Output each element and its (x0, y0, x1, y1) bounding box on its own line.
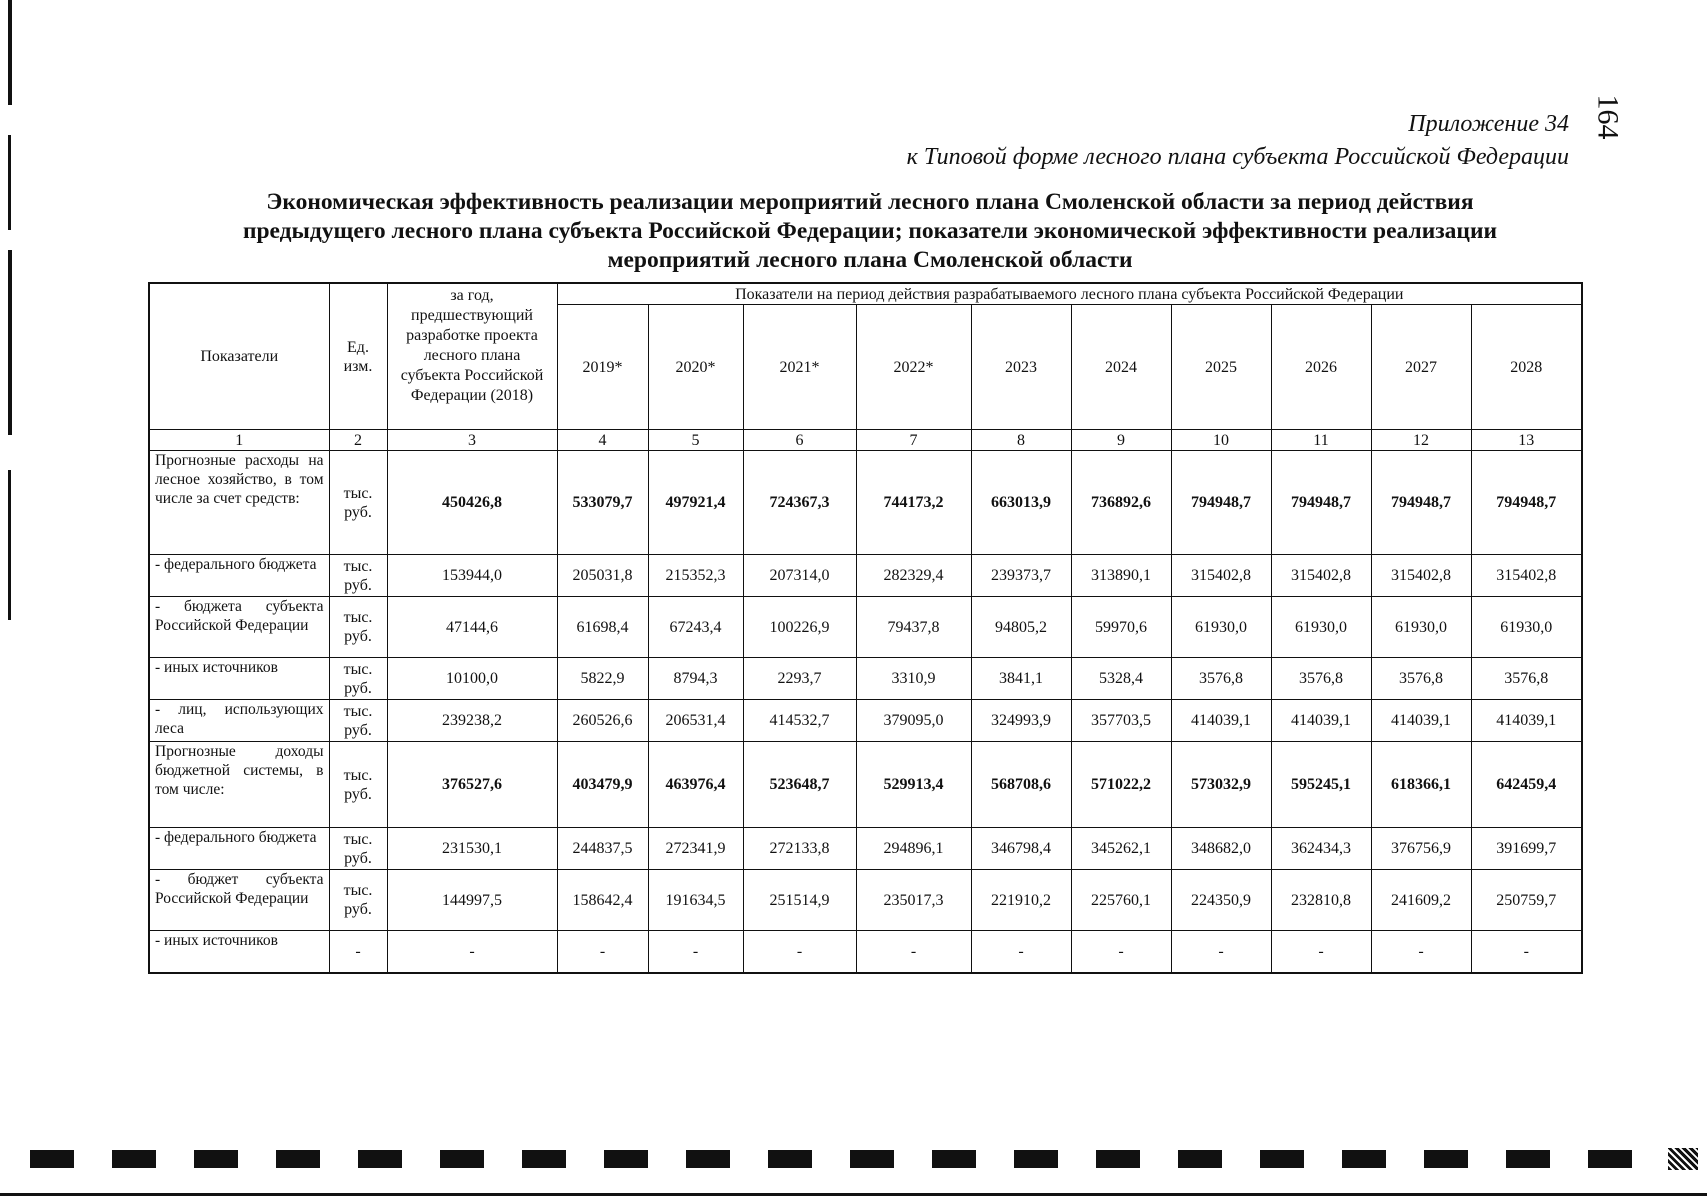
value-cell: 61698,4 (557, 597, 648, 658)
header-period-group: Показатели на период действия разрабатываемого лесного плана субъекта Российской Федерации (557, 283, 1582, 305)
column-number: 13 (1471, 430, 1582, 451)
scan-mark (30, 1150, 74, 1168)
value-cell: 414039,1 (1271, 700, 1371, 742)
column-number: 3 (387, 430, 557, 451)
value-cell: - (387, 931, 557, 973)
scan-mark (768, 1150, 812, 1168)
header-row-1 (149, 283, 1582, 305)
value-cell: 573032,9 (1171, 742, 1271, 828)
column-number: 8 (971, 430, 1071, 451)
value-cell: 794948,7 (1471, 451, 1582, 555)
column-number: 1 (149, 430, 329, 451)
column-number: 6 (743, 430, 856, 451)
table-row (149, 451, 1582, 555)
row-unit: тыс. руб. (329, 700, 387, 742)
header-indicators: Показатели (149, 283, 329, 430)
column-number: 9 (1071, 430, 1171, 451)
row-label: - бюджет субъекта Российской Федерации (149, 870, 329, 931)
row-unit: тыс. руб. (329, 658, 387, 700)
column-number: 4 (557, 430, 648, 451)
efficiency-table (148, 282, 1583, 974)
value-cell: 403479,9 (557, 742, 648, 828)
row-unit: - (329, 931, 387, 973)
table-row (149, 828, 1582, 870)
title-line-1: Экономическая эффективность реализации мероприятий лесного плана Смоленской области за период действия (266, 189, 1474, 215)
value-cell: 595245,1 (1271, 742, 1371, 828)
value-cell: 3576,8 (1371, 658, 1471, 700)
value-cell: 414039,1 (1471, 700, 1582, 742)
value-cell: 414039,1 (1371, 700, 1471, 742)
value-cell: 235017,3 (856, 870, 971, 931)
column-number: 10 (1171, 430, 1271, 451)
value-cell: 463976,4 (648, 742, 743, 828)
value-cell: 794948,7 (1171, 451, 1271, 555)
scan-mark (1014, 1150, 1058, 1168)
value-cell: 571022,2 (1071, 742, 1171, 828)
value-cell: 232810,8 (1271, 870, 1371, 931)
table-row (149, 700, 1582, 742)
header-year: 2021* (743, 305, 856, 430)
value-cell: 272341,9 (648, 828, 743, 870)
value-cell: - (856, 931, 971, 973)
scan-edge-mark (8, 135, 11, 230)
row-label: Прогнозные расходы на лесное хозяйство, в том числе за счет средств: (149, 451, 329, 555)
value-cell: - (1171, 931, 1271, 973)
value-cell: 158642,4 (557, 870, 648, 931)
column-number: 2 (329, 430, 387, 451)
row-label: Прогнозные доходы бюджетной системы, в том числе: (149, 742, 329, 828)
value-cell: 346798,4 (971, 828, 1071, 870)
table-row (149, 555, 1582, 597)
value-cell: 379095,0 (856, 700, 971, 742)
value-cell: 3576,8 (1171, 658, 1271, 700)
table-row (149, 597, 1582, 658)
value-cell: 315402,8 (1271, 555, 1371, 597)
header-prev-year (387, 283, 557, 430)
value-cell: 61930,0 (1371, 597, 1471, 658)
value-cell: 324993,9 (971, 700, 1071, 742)
value-cell: 642459,4 (1471, 742, 1582, 828)
value-cell: 5328,4 (1071, 658, 1171, 700)
value-cell: 315402,8 (1171, 555, 1271, 597)
scan-barcode-mark (1668, 1148, 1698, 1170)
appendix-note (907, 108, 1569, 174)
column-number: 11 (1271, 430, 1371, 451)
value-cell: - (971, 931, 1071, 973)
column-number: 7 (856, 430, 971, 451)
value-cell: 376756,9 (1371, 828, 1471, 870)
scan-bottom-edge (0, 1193, 1707, 1196)
value-cell: 3576,8 (1271, 658, 1371, 700)
page-number: 164 (1591, 94, 1625, 140)
value-cell: - (743, 931, 856, 973)
value-cell: 61930,0 (1171, 597, 1271, 658)
row-label: - иных источников (149, 658, 329, 700)
value-cell: 357703,5 (1071, 700, 1171, 742)
scan-mark (358, 1150, 402, 1168)
value-cell: 414039,1 (1171, 700, 1271, 742)
row-unit: тыс. руб. (329, 451, 387, 555)
value-cell: 282329,4 (856, 555, 971, 597)
table-row (149, 931, 1582, 973)
value-cell: 191634,5 (648, 870, 743, 931)
scan-mark (276, 1150, 320, 1168)
value-cell: 205031,8 (557, 555, 648, 597)
value-cell: 315402,8 (1371, 555, 1471, 597)
scan-mark (194, 1150, 238, 1168)
value-cell: 250759,7 (1471, 870, 1582, 931)
header-prev-year-body: предшествующий разработке проекта лесного плана субъекта Российской Федерации (2018) (400, 307, 544, 404)
scan-mark (1342, 1150, 1386, 1168)
value-cell: - (1271, 931, 1371, 973)
value-cell: 239238,2 (387, 700, 557, 742)
scan-edge-mark (8, 470, 11, 620)
row-label: - иных источников (149, 931, 329, 973)
value-cell: - (1471, 931, 1582, 973)
value-cell: 260526,6 (557, 700, 648, 742)
table-row (149, 742, 1582, 828)
header-year: 2025 (1171, 305, 1271, 430)
value-cell: 294896,1 (856, 828, 971, 870)
value-cell: 313890,1 (1071, 555, 1171, 597)
value-cell: 391699,7 (1471, 828, 1582, 870)
value-cell: - (1371, 931, 1471, 973)
value-cell: 568708,6 (971, 742, 1071, 828)
value-cell: 450426,8 (387, 451, 557, 555)
table-row (149, 658, 1582, 700)
value-cell: 414532,7 (743, 700, 856, 742)
row-label: - бюджета субъекта Российской Федерации (149, 597, 329, 658)
value-cell: 215352,3 (648, 555, 743, 597)
value-cell: 225760,1 (1071, 870, 1171, 931)
scan-mark (440, 1150, 484, 1168)
value-cell: 497921,4 (648, 451, 743, 555)
appendix-line-2: к Типовой форме лесного плана субъекта Российской Федерации (906, 144, 1569, 170)
scan-edge-mark (8, 250, 12, 435)
value-cell: 251514,9 (743, 870, 856, 931)
value-cell: 724367,3 (743, 451, 856, 555)
value-cell: 3310,9 (856, 658, 971, 700)
column-number-row (149, 430, 1582, 451)
value-cell: 3576,8 (1471, 658, 1582, 700)
row-unit: тыс. руб. (329, 870, 387, 931)
title-line-2: предыдущего лесного плана субъекта Российской Федерации; показатели экономической эффективности реализации (242, 218, 1498, 244)
scan-mark (1506, 1150, 1550, 1168)
header-year: 2026 (1271, 305, 1371, 430)
scan-mark (112, 1150, 156, 1168)
value-cell: 529913,4 (856, 742, 971, 828)
value-cell: 523648,7 (743, 742, 856, 828)
header-year: 2023 (971, 305, 1071, 430)
footer-scan-marks (30, 1150, 1700, 1170)
value-cell: 618366,1 (1371, 742, 1471, 828)
scan-mark (604, 1150, 648, 1168)
appendix-line-1: Приложение 34 (1408, 111, 1569, 137)
value-cell: 100226,9 (743, 597, 856, 658)
value-cell: 736892,6 (1071, 451, 1171, 555)
value-cell: 144997,5 (387, 870, 557, 931)
value-cell: 231530,1 (387, 828, 557, 870)
value-cell: 47144,6 (387, 597, 557, 658)
value-cell: 61930,0 (1471, 597, 1582, 658)
value-cell: 345262,1 (1071, 828, 1171, 870)
value-cell: 348682,0 (1171, 828, 1271, 870)
value-cell: 94805,2 (971, 597, 1071, 658)
value-cell: 794948,7 (1271, 451, 1371, 555)
column-number: 12 (1371, 430, 1471, 451)
value-cell: 61930,0 (1271, 597, 1371, 658)
header-year: 2027 (1371, 305, 1471, 430)
value-cell: 744173,2 (856, 451, 971, 555)
scan-mark (1588, 1150, 1632, 1168)
value-cell: - (1071, 931, 1171, 973)
scan-mark (1424, 1150, 1468, 1168)
value-cell: 224350,9 (1171, 870, 1271, 931)
header-year: 2020* (648, 305, 743, 430)
scan-mark (932, 1150, 976, 1168)
value-cell: 8794,3 (648, 658, 743, 700)
scan-edge-mark (8, 0, 12, 105)
value-cell: 67243,4 (648, 597, 743, 658)
value-cell: 5822,9 (557, 658, 648, 700)
value-cell: 221910,2 (971, 870, 1071, 931)
row-unit: тыс. руб. (329, 555, 387, 597)
value-cell: 362434,3 (1271, 828, 1371, 870)
value-cell: 207314,0 (743, 555, 856, 597)
header-year: 2024 (1071, 305, 1171, 430)
row-label: - федерального бюджета (149, 828, 329, 870)
header-unit: Ед. изм. (329, 283, 387, 430)
value-cell: 272133,8 (743, 828, 856, 870)
value-cell: 10100,0 (387, 658, 557, 700)
scan-mark (850, 1150, 894, 1168)
header-year: 2019* (557, 305, 648, 430)
value-cell: 663013,9 (971, 451, 1071, 555)
scan-mark (522, 1150, 566, 1168)
scan-mark (686, 1150, 730, 1168)
row-unit: тыс. руб. (329, 742, 387, 828)
header-year: 2028 (1471, 305, 1582, 430)
row-label: - лиц, использующих леса (149, 700, 329, 742)
value-cell: 2293,7 (743, 658, 856, 700)
scan-mark (1260, 1150, 1304, 1168)
header-prev-year-top: за год, (450, 287, 494, 304)
value-cell: 59970,6 (1071, 597, 1171, 658)
value-cell: 794948,7 (1371, 451, 1471, 555)
value-cell: 244837,5 (557, 828, 648, 870)
row-unit: тыс. руб. (329, 828, 387, 870)
value-cell: 239373,7 (971, 555, 1071, 597)
value-cell: 3841,1 (971, 658, 1071, 700)
value-cell: 533079,7 (557, 451, 648, 555)
value-cell: 315402,8 (1471, 555, 1582, 597)
column-number: 5 (648, 430, 743, 451)
row-unit: тыс. руб. (329, 597, 387, 658)
value-cell: - (648, 931, 743, 973)
value-cell: 241609,2 (1371, 870, 1471, 931)
value-cell: 153944,0 (387, 555, 557, 597)
document-title (150, 188, 1590, 275)
scan-mark (1096, 1150, 1140, 1168)
title-line-3: мероприятий лесного плана Смоленской области (607, 247, 1133, 273)
scan-mark (1178, 1150, 1222, 1168)
value-cell: 79437,8 (856, 597, 971, 658)
value-cell: 376527,6 (387, 742, 557, 828)
value-cell: 206531,4 (648, 700, 743, 742)
row-label: - федерального бюджета (149, 555, 329, 597)
value-cell: - (557, 931, 648, 973)
table-row (149, 870, 1582, 931)
header-year: 2022* (856, 305, 971, 430)
